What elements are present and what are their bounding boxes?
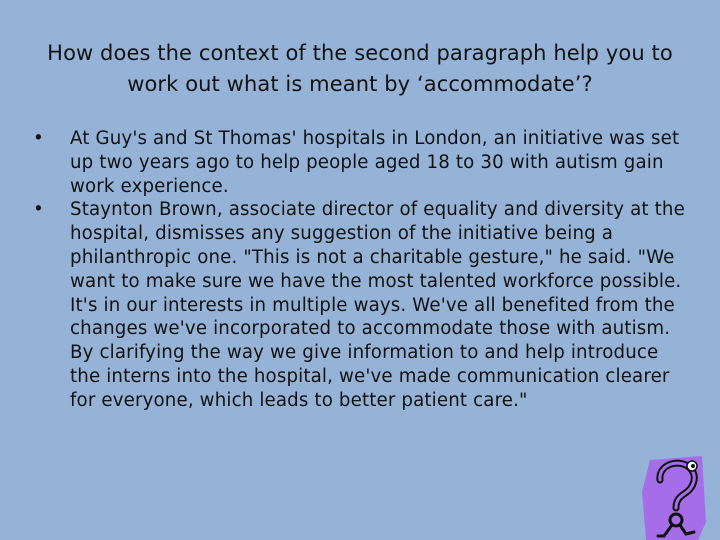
bullet-list (30, 127, 690, 413)
bullet-dot: • (33, 128, 44, 149)
bullet-dot: • (33, 199, 44, 221)
bullet-text: Staynton Brown, associate director of equality and diversity at the hospital, dismisses any suggestion of the initiative being a philanthropic one. "This is not a charitable gesture," he said. "We want to make sure we have the most talented workforce possible. It's in our interests in multiple ways. We've all benefited from the changes we've incorporated to accommodate those with autism. By clarifying the way we give information to and help introduce the interns into the hospital, we've made communication clearer for everyone, which leads to better patient care." (70, 199, 685, 411)
bullet-item (30, 198, 690, 412)
slide-title: How does the context of the second paragraph help you to work out what is meant by ‘accommodate’? (47, 41, 673, 96)
question-mark-character-icon (640, 452, 710, 540)
bullet-item (30, 127, 690, 198)
bullet-text: At Guy's and St Thomas' hospitals in London, an initiative was set up two years ago to help people aged 18 to 30 with autism gain work experience. (70, 128, 680, 197)
